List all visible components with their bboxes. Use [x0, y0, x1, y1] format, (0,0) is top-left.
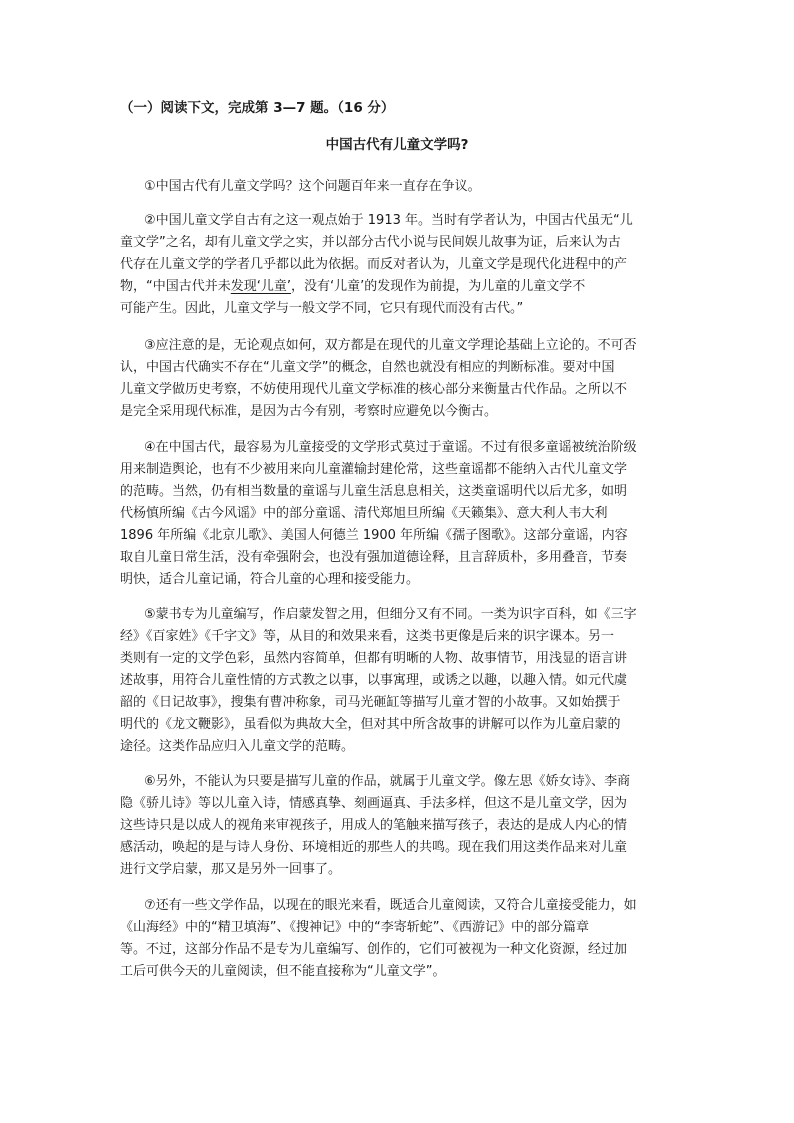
paragraph-line: ②中国儿童文学自古有之这一观点始于 1913 年。当时有学者认为，中国古代虽无“儿	[144, 213, 633, 228]
paragraph-line: 认，中国古代确实不存在“儿童文学”的概念，自然也就没有相应的判断标准。要对中国	[120, 360, 615, 375]
paragraph-line: ①中国古代有儿童文学吗？这个问题百年来一直存在争议。	[144, 179, 481, 194]
paragraph-line: 进行文学启蒙，那又是另外一回事了。	[120, 862, 342, 877]
paragraph-1	[120, 176, 676, 198]
paragraph-3	[120, 335, 676, 423]
paragraph-line: 1896 年所编《北京儿歌》、美国人何德兰 1900 年所编《孺子图歌》。这部分童谣，内容	[120, 528, 628, 543]
paragraph-line: 可能产生。因此，儿童文学与一般文学不同，它只有现代而没有古代。”	[120, 301, 524, 316]
paragraph-5	[120, 604, 676, 758]
paragraph-line: ③应注意的是，无论观点如何，双方都是在现代的儿童文学理论基础上立论的。不可否	[144, 338, 637, 353]
paragraph-line: ⑤蒙书专为儿童编写，作启蒙发智之用，但细分又有不同。一类为识字百科，如《三字	[144, 607, 637, 622]
paragraph-line: 类则有一定的文学色彩，虽然内容简单，但都有明晰的人物、故事情节，用浅显的语言讲	[120, 651, 628, 666]
paragraph-line: 《山海经》中的“精卫填海”、《搜神记》中的“李寄斩蛇”、《西游记》中的部分篇章	[120, 920, 589, 935]
underlined-phrase: 发现‘儿童’	[230, 279, 292, 294]
paragraph-6	[120, 771, 676, 881]
paragraph-line: 述故事，用符合儿童性情的方式教之以事，以事寓理，或诱之以趣，以趣入情。如元代虞	[120, 673, 628, 688]
paragraph-7	[120, 895, 676, 983]
paragraph-line: 明代的《龙文鞭影》，虽看似为典故大全，但对其中所含故事的讲解可以作为儿童启蒙的	[120, 717, 621, 732]
paragraph-line: 途径。这类作品应归入儿童文学的范畴。	[120, 739, 355, 754]
paragraph-line: ④在中国古代，最容易为儿童接受的文学形式莫过于童谣。不过有很多童谣被统治阶级	[144, 440, 637, 455]
paragraph-line: 这些诗只是以成人的视角来审视孩子，用成人的笔触来描写孩子，表达的是成人内心的情	[120, 818, 628, 833]
paragraph-line: 童文学”之名，却有儿童文学之实，并以部分古代小说与民间娱儿故事为证，后来认为古	[120, 235, 621, 250]
paragraph-line: ⑦还有一些文学作品，以现在的眼光来看，既适合儿童阅读，又符合儿童接受能力，如	[144, 898, 637, 913]
paragraph-line: 隐《骄儿诗》等以儿童入诗，情感真挚、刻画逼真、手法多样，但这不是儿童文学，因为	[120, 796, 628, 811]
paragraph-line-underlined: 物，“中国古代并未发现‘儿童’，没有‘儿童’的发现作为前提，为儿童的儿童文学不	[120, 279, 586, 294]
paragraph-line: 感活动，唤起的是与诗人身份、环境相近的那些人的共鸣。现在我们用这类作品来对儿童	[120, 840, 628, 855]
paragraph-line: 代杨慎所编《古今风谣》中的部分童谣、清代郑旭旦所编《天籁集》、意大利人韦大利	[120, 506, 608, 521]
paragraph-line: 明快，适合儿童记诵，符合儿童的心理和接受能力。	[120, 572, 420, 587]
paragraph-line: 代存在儿童文学的学者几乎都以此为依据。而反对者认为，儿童文学是现代化进程中的产	[120, 257, 628, 272]
paragraph-line: 等。不过，这部分作品不是专为儿童编写、创作的，它们可被视为一种文化资源，经过加	[120, 942, 628, 957]
paragraph-line: 工后可供今天的儿童阅读，但不能直接称为“儿童文学”。	[120, 964, 446, 979]
paragraph-line: ⑥另外，不能认为只要是描写儿童的作品，就属于儿童文学。像左思《娇女诗》、李商	[144, 774, 631, 789]
paragraph-line: 韶的《日记故事》，搜集有曹冲称象，司马光砸缸等描写儿童才智的小故事。又如始撰于	[120, 695, 621, 710]
paragraph-line: 的范畴。当然，仍有相当数量的童谣与儿童生活息息相关，这类童谣明代以后尤多，如明	[120, 484, 628, 499]
paragraph-line: 儿童文学做历史考察，不妨使用现代儿童文学标准的核心部分来衡量古代作品。之所以不	[120, 382, 628, 397]
article-title: 中国古代有儿童文学吗?	[325, 137, 469, 153]
paragraph-line: 是完全采用现代标准，是因为古今有别，考察时应避免以今衡古。	[120, 404, 498, 419]
paragraph-line: 经》《百家姓》《千字文》等，从目的和效果来看，这类书更像是后来的识字课本。另一	[120, 629, 615, 644]
paragraph-line: 用来制造舆论，也有不少被用来向儿童灌输封建伦常，这些童谣都不能纳入古代儿童文学	[120, 462, 628, 477]
paragraph-line: 取自儿童日常生活，没有牵强附会，也没有强加道德诠释，且言辞质朴，多用叠音，节奏	[120, 550, 628, 565]
section-heading: （一）阅读下文，完成第 3—7 题。（16 分）	[120, 100, 395, 116]
paragraph-2	[120, 210, 676, 320]
paragraph-4	[120, 437, 676, 591]
